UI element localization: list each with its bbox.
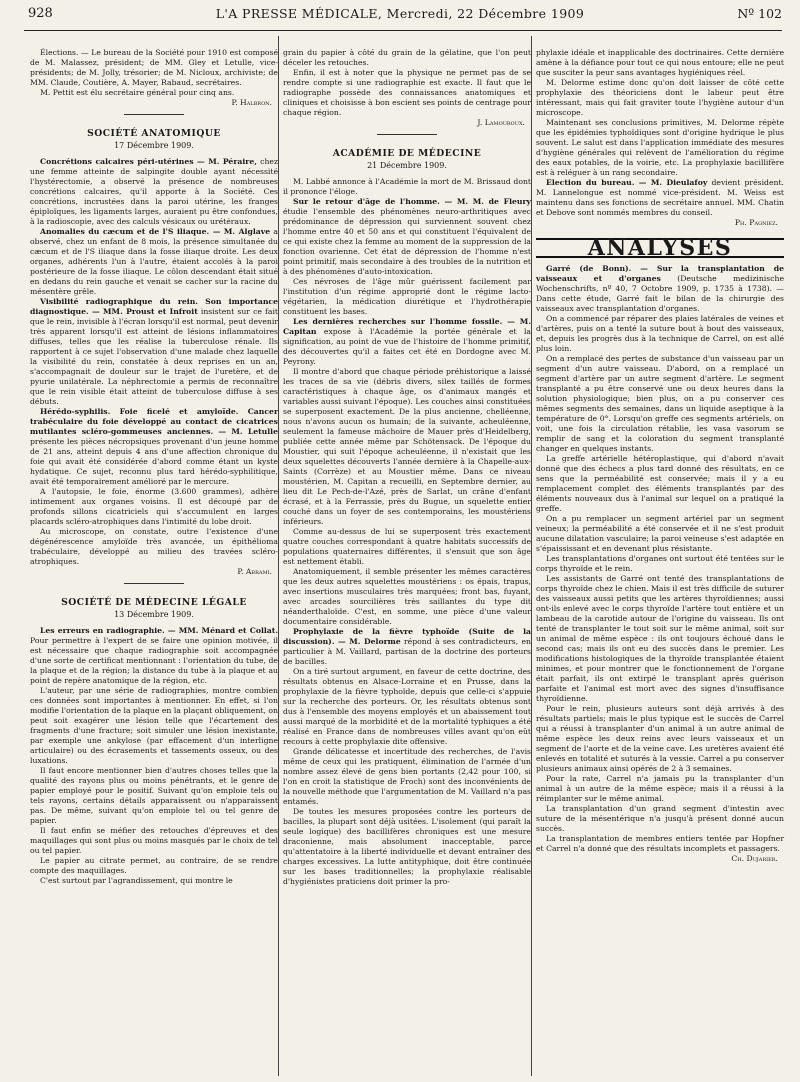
paragraph: Enfin, il est à noter que la physique ne permet pas de se rendre compte si une radiographie est exacte. Il faut que le radiographe possède des connaissances anatomiques et cliniques et choisisse à bon escient ses points de centrage pour chaque région.	[283, 68, 531, 117]
section-banner: ANALYSES	[536, 238, 784, 258]
journal-title: L'A PRESSE MÉDICALE, Mercredi, 22 Décembre 1909	[215, 6, 585, 21]
paragraph	[30, 407, 278, 487]
paragraph: Il faut enfin se méfier des retouches d'épreuves et des maquillages qui sont plus ou moins masqués par le choix de tel ou tel papier.	[30, 826, 278, 855]
paragraph: La transplantation d'un grand segment d'intestin avec suture de la mésentérique n'a jusqu'à présent donné aucun succès.	[536, 804, 784, 833]
paragraph-body: insistent sur ce fait que le rein, invisible à l'écran lorsqu'il est normal, peut devenir très apparent lorsqu'il est atteint de lésions inflammatoires diffuses, telles que les réalise la tuberculose rénale. Ils rapportent à ce sujet l'observation d'une malade chez laquelle la visibilité du rein, constatée à deux reprises en un an, s'accompagnait de douleur sur le trajet de l'uretère, et de pyurie unilatérale. La néphrectomie a permis de reconnaître que le rein visible était atteint de tuberculose diffuse à ses débuts.	[30, 307, 278, 406]
separator	[377, 134, 437, 135]
paragraph: L'auteur, par une série de radiographies, montre combien ces données sont importantes à mentionner. En effet, si l'on modifie l'orientation de la plaque en la plaçant obliquement, on peut soit exagérer une lésion telle que l'écartement des fragments d'une fracture; soit simuler une lésion inexistante, par exemple une ankylose (par effacement d'un interligne articulaire) ou des écrasements et tassements osseux, ou des luxations.	[30, 686, 278, 765]
signature: P. Abrami.	[237, 567, 272, 576]
paragraph-lead: Concrétions calcaires péri-utérines — M. Péraire,	[40, 157, 257, 166]
section-title: ACADÉMIE DE MÉDECINE	[332, 148, 482, 159]
paragraph: grain du papier à côté du grain de la gélatine, que l'on peut déceler les retouches.	[283, 48, 531, 67]
paragraph-lead: Visibilité radiographique du rein. Son importance diagnostique. — MM. Proust et Infroit	[30, 297, 278, 316]
paragraph: Pour le rein, plusieurs auteurs sont déjà arrivés à des résultats partiels; mais le plus typique est le succès de Carrel qui a réussi à transplanter d'un animal à un autre animal de même espèce les deux reins avec leurs vaisseaux et un segment de l'aorte et de la veine cave. Les uretères avaient été enlevés en totalité et suturés à la vessie. Carrel a pu conserver plusieurs animaux ainsi opérés de 2 à 3 semaines.	[536, 704, 784, 773]
paragraph: M. Labbé annonce à l'Académie la mort de M. Brissaud dont il prononce l'éloge.	[283, 177, 531, 196]
paragraph: Les transplantations d'organes ont surtout été tentées sur le corps thyroïde et le rein.	[536, 554, 784, 573]
paragraph: On a remplacé des pertes de substance d'un vaisseau par un segment d'un autre vaisseau. D'abord, on a remplacé un segment d'artère par un autre segment d'artère. Le segment transplanté a pu être conservé une ou deux heures dans la solution physiologique; bien plus, on a pu conserver ces mêmes segments des semaines, dans un liquide aseptique à la température de 0°. Lorsqu'on greffe ces segments artériels, on voit, une fois la circulation rétablie, les vasa vasorum se remplir de sang et la coloration du segment transplanté changer en quelques instants.	[536, 354, 784, 453]
column-3	[536, 48, 784, 864]
paragraph: Grande délicatesse et incertitude des recherches, de l'avis même de ceux qui les pratiquent, élimination de l'armée d'un nombre assez élevé de gens bien portants (2,42 pour 100, si l'on en croit la statistique de Froch) sont des inconvénients de la nouvelle méthode que l'argumentation de M. Vaillard n'a pas entamés.	[283, 747, 531, 806]
paragraph: De toutes les mesures proposées contre les porteurs de bacilles, la plupart sont déjà usitées. L'isolement (qui paraît la seule logique) des bacillifères chroniques est une mesure draconienne, mais absolument inacceptable, parce qu'attentatoire à la liberté individuelle et devant entraîner des charges excessives. La lutte antityphique, doit être continuée sur les bases traditionnelles; la prophylaxie réalisable d'hygiénistes praticiens doit primer la pro-	[283, 807, 531, 886]
paragraph: M. Delorme estime donc qu'on doit laisser de côté cette prophylaxie des théoriciens dont le labeur peut être intéressant, mais qui fait graviter toute l'hygiène autour d'un microscope.	[536, 78, 784, 117]
paragraph: Maintenant ses conclusions primitives, M. Delorme répète que les épidémies typhoïdiques sont d'origine hydrique le plus souvent. Le salut est dans l'application immédiate des mesures d'hygiène générales qui relèvent de l'amélioration du régime des eaux potables, de la voirie, etc. La prophylaxie bacillifère est à reléguer à un rang secondaire.	[536, 118, 784, 177]
paragraph	[536, 264, 784, 314]
paragraph: Ces névroses de l'âge mûr guérissent facilement par l'institution d'un régime approprié dont le régime lacto-végétarien, la médication diurétique et l'hydrothérapie constituent les bases.	[283, 277, 531, 316]
separator	[124, 114, 184, 115]
paragraph	[283, 197, 531, 277]
paragraph: Il montre d'abord que chaque période préhistorique a laissé les traces de sa vie (débris divers, silex taillés de formes caractéristiques à chaque âge, os d'animaux mangés et variables aussi suivant l'époque). Les couches ainsi constituées se superposent exactement. De la plus ancienne, chelléenne, nous n'avons aucun os humain; de la suivante, acheuléenne, seulement la fameuse mâchoire de Mauer près d'Heidelberg, publiée cette année même par Schötensack. De l'époque du Moustier, qui suit l'époque acheuléenne, il n'existait que les deux squelettes découverts l'année dernière à la Chapelle-aux-Saints (Corrèze) et au Moustier même. Dans ce niveau moustérien, M. Capitan a recueilli, en Septembre dernier, au lieu dit Le Pech-de-l'Azé, près de Sarlat, un crâne d'enfant écrasé, et à la Ferrassie, près du Bugue, un squelette entier couché dans un foyer de ses contemporains, les moustériens inférieurs.	[283, 367, 531, 526]
paragraph: La greffe artérielle hétéroplastique, qui d'abord n'avait donné que des échecs a plus tard donné des résultats, en ce sens que la perméabilité est conservée; mais il y a eu remplacement complet des éléments transplantés par des éléments nouveaux dus à l'animal sur lequel on a pratiqué la greffe.	[536, 454, 784, 513]
signature: Ph. Pagniez.	[734, 218, 778, 227]
paragraph-body: étudie l'ensemble des phénomènes neuro-arthritiques avec prédominance de dépression qui surviennent souvent chez l'homme entre 40 et 50 ans et qui constituent l'équivalent de ce qui existe chez la femme au moment de la suppression de la fonction ovarienne. Cet état de dépression de l'homme n'est point primitif, mais secondaire à des troubles de la nutrition et à des phénomènes d'auto-intoxication.	[283, 207, 531, 276]
paragraph-body: Pour permettre à l'expert de se faire une opinion motivée, il est nécessaire que chaque radiographie soit accompagnée d'une sorte de certificat mentionnant : l'orientation du tube, de la plaque et de la région; la distance du tube à la plaque et au point de repère anatomique de la région, etc.	[30, 636, 278, 685]
paragraph: On a tiré surtout argument, en faveur de cette doctrine, des résultats obtenus en Alsace-Lorraine et en Prusse, dans la prophylaxie de la fièvre typhoïde, depuis que celle-ci s'appuie sur la recherche des porteurs. Or, les résultats obtenus sont dus à l'ensemble des moyens employés et un abaissement tout aussi marqué de la morbidité et de la mortalité typhiques a été réalisé en France dans de nombreuses villes avant qu'on eût recours à cette prophylaxie dite offensive.	[283, 667, 531, 746]
paragraph-lead: Les erreurs en radiographie. — MM. Ménard et Collat.	[40, 626, 278, 635]
paragraph-body: a observé, chez un enfant de 8 mois, la présence simultanée du cæcum et de l'S iliaque dans la fosse iliaque droite. Les deux organes, adhérents l'un à l'autre, étaient accolés à la paroi postérieure de la fosse iliaque. Le côlon descendant était situé en dedans du rein gauche et venait se cacher sur la racine du mésentère grêle.	[30, 227, 278, 296]
column-divider	[531, 36, 532, 1076]
paragraph: Les assistants de Garré ont tenté des transplantations de corps thyroïde chez le chien. Mais il est très difficile de suturer des vaisseaux aussi petits que les artères thyroïdiennes; aussi ont-ils enlevé avec le corps thyroïde l'artère tout entière et un lambeau de la carotide autour de l'origine du vaisseau. Ils ont tenté de transplanter le tout soit sur le même animal, soit sur un animal de même espèce : ils ont toujours échoué dans le second cas; mais ils ont eu des succès dans le premier. Les modifications histologiques de la thyroïde transplantée étaient minimes, et pour montrer que le fonctionnement de l'organe était parfait, ils ont extirpé le transplant après guérison parfaite et l'animal est mort avec des signes d'insuffisance thyroïdienne.	[536, 574, 784, 703]
separator	[124, 583, 184, 584]
section-title: SOCIÉTÉ DE MÉDECINE LÉGALE	[61, 597, 247, 608]
paragraph: Il faut encore mentionner bien d'autres choses telles que la qualité des rayons plus ou moins pénétrants, et le genre de papier employé pour le positif. Suivant qu'on emploie tels ou tels rayons, certains détails apparaissent ou n'apparaissent pas. De même, suivant qu'on emploie tel ou tel genre de papier.	[30, 766, 278, 825]
signature: Ch. Dujarier.	[731, 854, 778, 863]
paragraph	[536, 178, 784, 218]
column-divider	[278, 36, 279, 1076]
paragraph-body: répond à ses contradicteurs, en particulier à M. Vaillard, partisan de la doctrine des porteurs de bacilles.	[283, 637, 531, 666]
paragraph-lead: Sur le retour d'âge de l'homme. — M. M. de Fleury	[293, 197, 531, 206]
paragraph-lead: Hérédo-syphilis. Foie ficelé et amyloïde. Cancer trabéculaire du foie développé au contact de cicatrices mutilantes scléro-gommeuses anciennes. — M. Letulle	[30, 407, 278, 436]
paragraph: La transplantation de membres entiers tentée par Hopfner et Carrel n'a donné que des résultats incomplets et passagers.	[536, 834, 784, 853]
section-title: SOCIÉTÉ ANATOMIQUE	[87, 128, 221, 139]
paragraph: Anatomiquement, il semble présenter les mêmes caractères que les deux autres squelettes moustériens : os épais, trapus, avec insertions musculaires très marquées; front bas, fuyant, avec arcades sourcilières très saillantes du type dit néanderthaloïde. C'est, en somme, une pièce d'une valeur documentaire considérable.	[283, 567, 531, 626]
paragraph-lead: Garré (de Bonn). — Sur la transplantation de vaisseaux et d'organes	[536, 264, 784, 283]
paragraph: On a commencé par réparer des plaies latérales de veines et d'artères, puis on a tenté la suture bout à bout des vaisseaux, et, depuis les progrès dus à la technique de Carrel, on est allé plus loin.	[536, 314, 784, 353]
paragraph	[283, 627, 531, 667]
paragraph: phylaxie idéale et inapplicable des doctrinaires. Cette dernière amène à la défiance pour tout ce qui nous entoure; elle ne peut que susciter la peur sans avantages hygiéniques réel.	[536, 48, 784, 77]
paragraph-body: devient président. M. Lannelongue est nommé vice-président. M. Weiss est maintenu dans ses fonctions de secrétaire annuel. MM. Chatin et Debove sont nommés membres du conseil.	[536, 178, 784, 217]
paragraph-body: chez une femme atteinte de salpingite double ayant nécessité l'hystérectomie, a observé la présence de nombreuses concrétions calcaires, qu'il apporte à la Société. Ces concrétions, incrustées dans la paroi utérine, les franges épiploïques, les ligaments larges, auraient pu être confondues, à la radioscopie, avec des calculs vésicaux ou urétéraux.	[30, 157, 279, 226]
signature: P. Halbron.	[231, 98, 272, 107]
header-rule	[24, 30, 782, 31]
section-date: 13 Décembre 1909.	[114, 610, 194, 619]
column-1	[30, 48, 278, 886]
page-number: 928	[28, 6, 53, 21]
paragraph	[30, 227, 278, 297]
paragraph: Le papier au citrate permet, au contraire, de se rendre compte des maquillages.	[30, 856, 278, 875]
paragraph	[30, 157, 278, 227]
paragraph	[30, 626, 278, 686]
paragraph-lead: Prophylaxie de la fièvre typhoïde (Suite de la discussion). — M. Delorme	[283, 627, 531, 646]
paragraph: Élections. — Le bureau de la Société pour 1910 est composé de M. Malassez, président; de MM. Gley et Letulle, vice-présidents; de M. Jolly, trésorier; de M. Nicloux, archiviste; de MM. Claude, Coutière, A. Mayer, Rabaud, secrétaires.	[30, 48, 278, 87]
paragraph: On a pu remplacer un segment artériel par un segment veineux; la perméabilité a été conservée et il ne s'est produit aucune dilatation vasculaire; la paroi veineuse s'est adaptée en s'épaississant et en devenant plus résistante.	[536, 514, 784, 553]
paragraph-body: présente les pièces nécropsiques provenant d'un jeune homme de 21 ans, atteint depuis 4 ans d'une affection chronique du foie qui avait été considérée d'abord comme étant un kyste hydatique. Ce sujet, reconnu plus tard hérédo-syphilitique, avait été temporairement amélioré par le mercure.	[30, 437, 278, 486]
paragraph-body: (Deutsche medizinische Wochenschrifts, nº 40, 7 Octobre 1909, p. 1735 à 1738). — Dans cette étude, Garré fait le bilan de la chirurgie des vaisseaux avec transplantation d'organes.	[536, 274, 784, 313]
paragraph: Pour la rate, Carrel n'a jamais pu la transplanter d'un animal à un autre de la même espèce; mais il a réussi à la réimplanter sur le même animal.	[536, 774, 784, 803]
paragraph: C'est surtout par l'agrandissement, qui montre le	[40, 876, 233, 885]
section-date: 17 Décembre 1909.	[114, 141, 194, 150]
column-2	[283, 48, 531, 887]
paragraph-lead: Anomalies du cæcum et de l'S iliaque. — M. Alglave	[40, 227, 271, 236]
paragraph-lead: Les dernières recherches sur l'homme fossile. — M. Capitan	[283, 317, 531, 336]
paragraph: Comme au-dessus de lui se superposent très exactement quatre couches correspondant à quatre habitats successifs de populations quaternaires différentes, il s'ensuit que son âge est nettement établi.	[283, 527, 531, 566]
paragraph	[283, 317, 531, 367]
issue-number: Nº 102	[737, 6, 782, 21]
paragraph: M. Pettit est élu secrétaire général pour cinq ans.	[40, 88, 235, 97]
paragraph: Au microscope, on constate, outre l'existence d'une dégénérescence amyloïde très avancée, un épithélioma trabéculaire, développé au milieu des travées scléro-atrophiques.	[30, 527, 278, 566]
paragraph	[30, 297, 278, 407]
paragraph-body: expose à l'Académie la portée générale et la signification, au point de vue de l'histoire de l'homme primitif, des découvertes qu'il a faites cet été en Dordogne avec M. Peyrony.	[283, 327, 531, 366]
signature: J. Lamouroux.	[477, 118, 525, 127]
paragraph-lead: Election du bureau. — M. Dieulafoy	[546, 178, 708, 187]
section-date: 21 Décembre 1909.	[367, 161, 447, 170]
paragraph: A l'autopsie, le foie, énorme (3.600 grammes), adhère intimement aux organes voisins. Il est découpé par de profonds sillons cicatriciels qui s'accumulent en larges placards scléro-atrophiques dans l'intimité du lobe droit.	[30, 487, 278, 526]
